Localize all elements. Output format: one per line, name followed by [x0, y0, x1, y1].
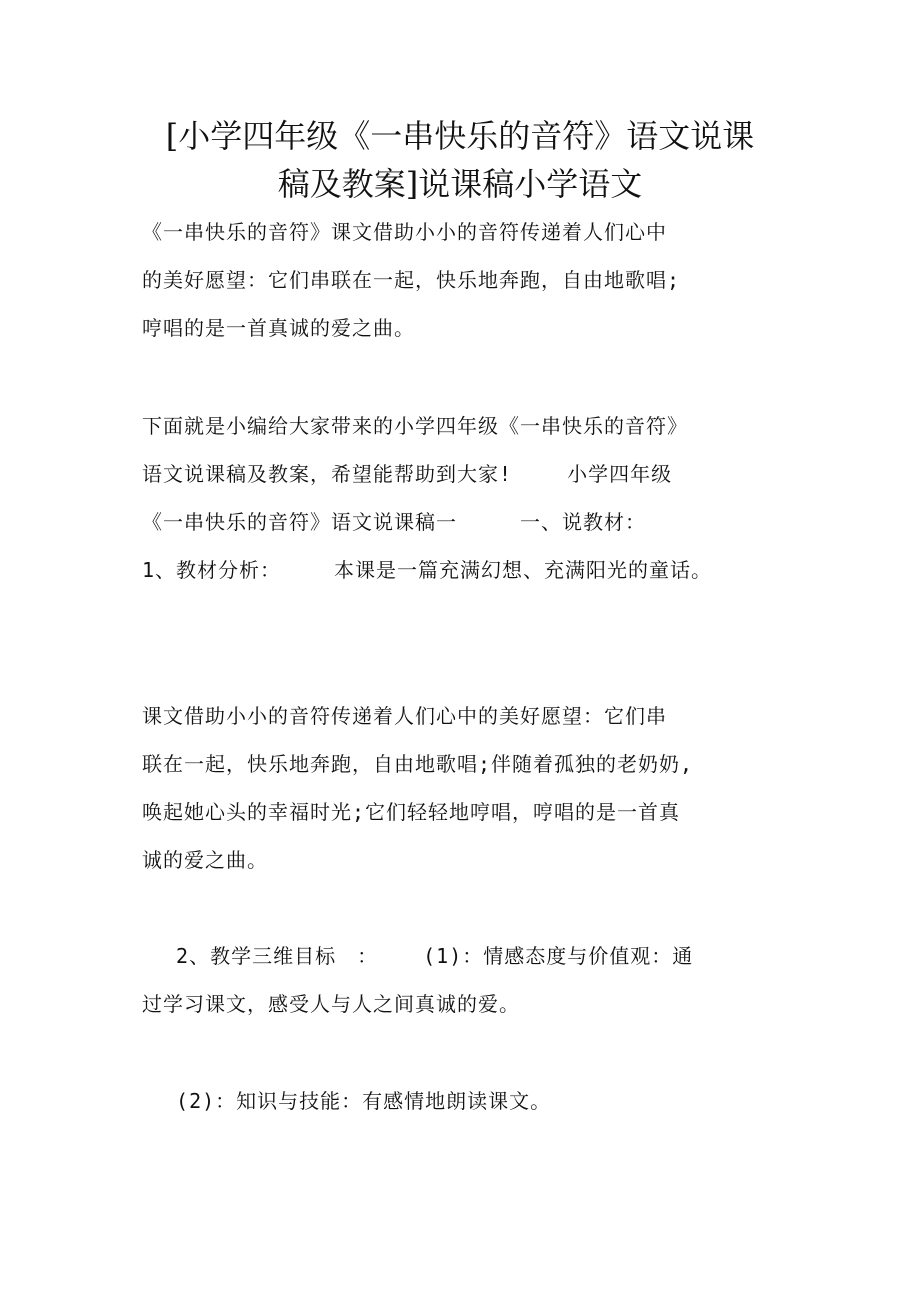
- title-line-1: [小学四年级《一串快乐的音符》语文说课: [165, 117, 755, 155]
- document-title: [130, 112, 790, 208]
- text-line: 《一串快乐的音符》语文说课稿一 一、说教材：: [142, 510, 646, 534]
- text-line: 唤起她心头的幸福时光;它们轻轻地哼唱，哼唱的是一首真: [142, 800, 681, 824]
- text-line: 课文借助小小的音符传递着人们心中的美好愿望：它们串: [142, 704, 667, 728]
- text-line: 下面就是小编给大家带来的小学四年级《一串快乐的音符》: [142, 414, 688, 438]
- text-line: 过学习课文，感受人与人之间真诚的爱。: [142, 992, 520, 1016]
- body-paragraph: [142, 692, 802, 884]
- text-line: 语文说课稿及教案，希望能帮助到大家! 小学四年级: [142, 462, 673, 486]
- text-line: 哼唱的是一首真诚的爱之曲。: [142, 316, 415, 340]
- title-line-2: 稿及教案]说课稿小学语文: [277, 165, 643, 203]
- intro-paragraph: [142, 208, 802, 352]
- text-line: 诚的爱之曲。: [142, 848, 268, 872]
- text-line: 1、教材分析： 本课是一篇充满幻想、充满阳光的童话。: [142, 558, 713, 582]
- text-line: (2)：知识与技能：有感情地朗读课文。: [142, 1089, 552, 1113]
- goals-paragraph: [142, 932, 802, 1028]
- text-line: 的美好愿望：它们串联在一起，快乐地奔跑，自由地歌唱;: [142, 268, 681, 292]
- skill-paragraph: [142, 1077, 802, 1125]
- text-line: 联在一起，快乐地奔跑，自由地歌唱;伴随着孤独的老奶奶,: [142, 752, 694, 776]
- text-line: 2、教学三维目标 ： (1)：情感态度与价值观：通: [142, 944, 694, 968]
- text-line: 《一串快乐的音符》课文借助小小的音符传递着人们心中: [142, 220, 667, 244]
- lead-paragraph: [142, 402, 802, 594]
